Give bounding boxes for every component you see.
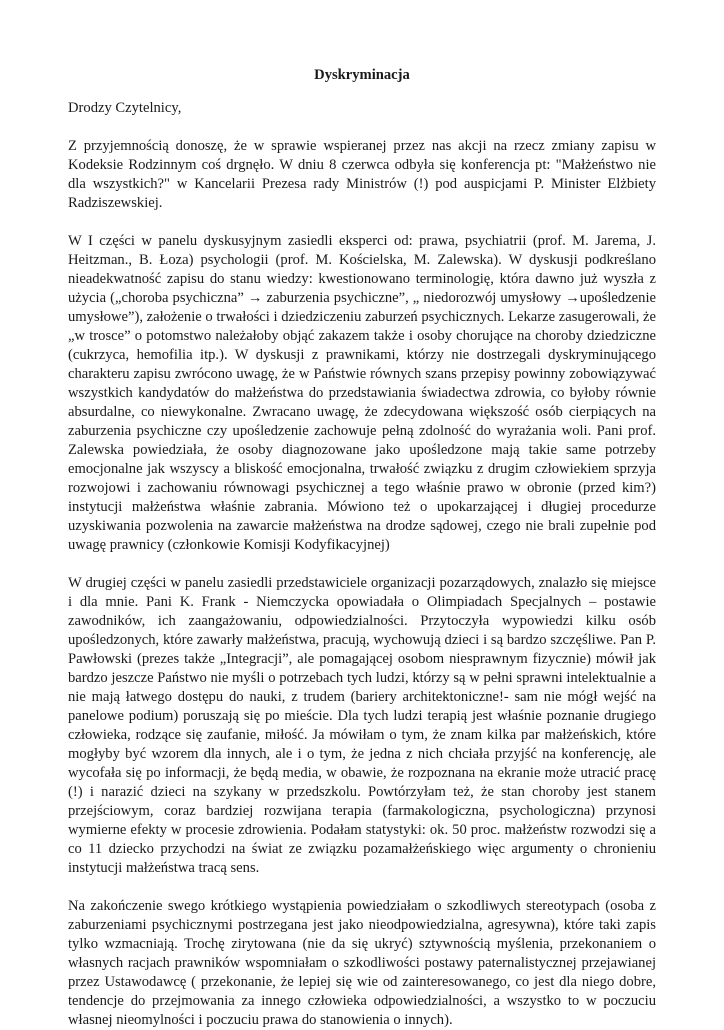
paragraph-intro: Z przyjemnością donoszę, że w sprawie wspieranej przez nas akcji na rzecz zmiany zapisu w Kodeksie Rodzinnym coś drgnęło. W dniu 8 czerwca odbyła się konferencja pt: "Małżeństwo nie dla wszystkich?" w Kancelarii Prezesa rady Ministrów (!) pod auspicjami P. Minister Elżbiety Radziszewskiej. (68, 138, 656, 211)
salutation: Drodzy Czytelnicy, (68, 100, 182, 116)
paragraph-second-panel: W drugiej części w panelu zasiedli przedstawiciele organizacji pozarządowych, znalazło się miejsce i dla mnie. Pani K. Frank - Niemczycka opowiadała o Olimpiadach Specjalnych – postawie zawodników, ich zaangażowaniu, odpowiedzialności. Przytoczyła wypowiedzi kilku osób upośledzonych, które zawarły małżeństwa, pracują, wychowują dzieci i są bardzo szczęśliwe. Pan P. Pawłowski (prezes także „Integracji”, ale pomagającej osobom niesprawnym fizycznie) mówił jak bardzo jeszcze Państwo nie myśli o potrzebach tych ludzi, którzy są w pełni sprawni intelektualnie a nie mają łatwego dostępu do nauki, z trudem (bariery architektoniczne!- sam nie mógł wejść na panelowe podium) poruszają się po mieście. Dla tych ludzi terapią jest właśnie poznanie drugiego człowieka, rodzące się zaufanie, miłość. Ja mówiłam o tym, że znam kilka par małżeńskich, które mogłyby być wzorem dla innych, ale i o tym, że jedna z nich chciała przyjść na konferencję, ale wycofała się po informacji, że będą media, w obawie, że rozpoznana na ekranie może utracić pracę (!) i narazić dzieci na szykany w przedszkolu. Powtórzyłam też, że stan choroby jest stanem przejściowym, coraz bardziej rozwijana terapia (farmakologiczna, psychologiczna) przynosi wymierne efekty w procesie zdrowienia. Podałam statystyki: ok. 50 proc. małżeństw rozwodzi się a co 11 dziecko przychodzi na świat ze związku pozamałżeńskiego więc argumenty o chronieniu instytucji małżeństwa tracą sens. (68, 575, 656, 876)
paragraph-first-panel: W I części w panelu dyskusyjnym zasiedli eksperci od: prawa, psychiatrii (prof. M. Jarema, J. Heitzman., B. Łoza) psychologii (prof. M. Kościelska, M. Zalewska). W dyskusji podkreślano nieadekwatność zapisu do stanu wiedzy: kwestionowano terminologię, która dawno już wyszła z użycia („choroba psychiczna” → zaburzenia psychiczne”, „ niedorozwój umysłowy →upośledzenie umysłowe”), założenie o trwałości i dziedziczeniu zaburzeń psychicznych. Lekarze zasugerowali, że „w trosce” o potomstwo należałoby objąć zakazem także i osoby chorujące na choroby dziedziczne (cukrzyca, hemofilia itp.). W dyskusji z prawnikami, którzy nie dostrzegali dyskryminującego charakteru zapisu zwrócono uwagę, że w Państwie równych szans przepisy powinny zobowiązywać wszystkich kandydatów do małżeństwa do przedstawiania świadectwa zdrowia, co byłoby równie absurdalne, co niewykonalne. Zwracano uwagę, że zdecydowana większość osób cierpiących na zaburzenia psychiczne czy upośledzenie zachowuje pełną zdolność do wyrażania woli. Pani prof. Zalewska powiedziała, że osoby diagnozowane jako upośledzone mają takie same potrzeby emocjonalne jak wszyscy a bliskość emocjonalna, trwałość związku z drugim człowiekiem sprzyja rozwojowi i zachowaniu równowagi psychicznej a tego właśnie prawo w obronie (przed kim?) instytucji małżeństwa właśnie zabrania. Mówiono też o upokarzającej i długiej procedurze uzyskiwania pozwolenia na zawarcie małżeństwa na drodze sądowej, czego nie brali zupełnie pod uwagę prawnicy (członkowie Komisji Kodyfikacyjnej) (68, 233, 656, 553)
paragraph-conclusion: Na zakończenie swego krótkiego wystąpienia powiedziałam o szkodliwych stereotypach (osoba z zaburzeniami psychicznymi postrzegana jest jako nieodpowiedzialna, agresywna), które taki zapis tylko wzmacniają. Trochę zirytowana (nie da się ukryć) sztywnością myślenia, przekonaniem o własnych racjach prawników wspomniałam o szkodliwości postawy paternalistycznej przejawianej przez Ustawodawcę ( przekonanie, że lepiej się wie od zainteresowanego, co jest dla niego dobre, tendencje do przejmowania za innego człowieka odpowiedzialności, a wszystko to w poczuciu własnej nieomylności i poczuciu prawa do stanowienia o innych). (68, 898, 656, 1028)
document-title: Dyskryminacja (314, 67, 410, 83)
